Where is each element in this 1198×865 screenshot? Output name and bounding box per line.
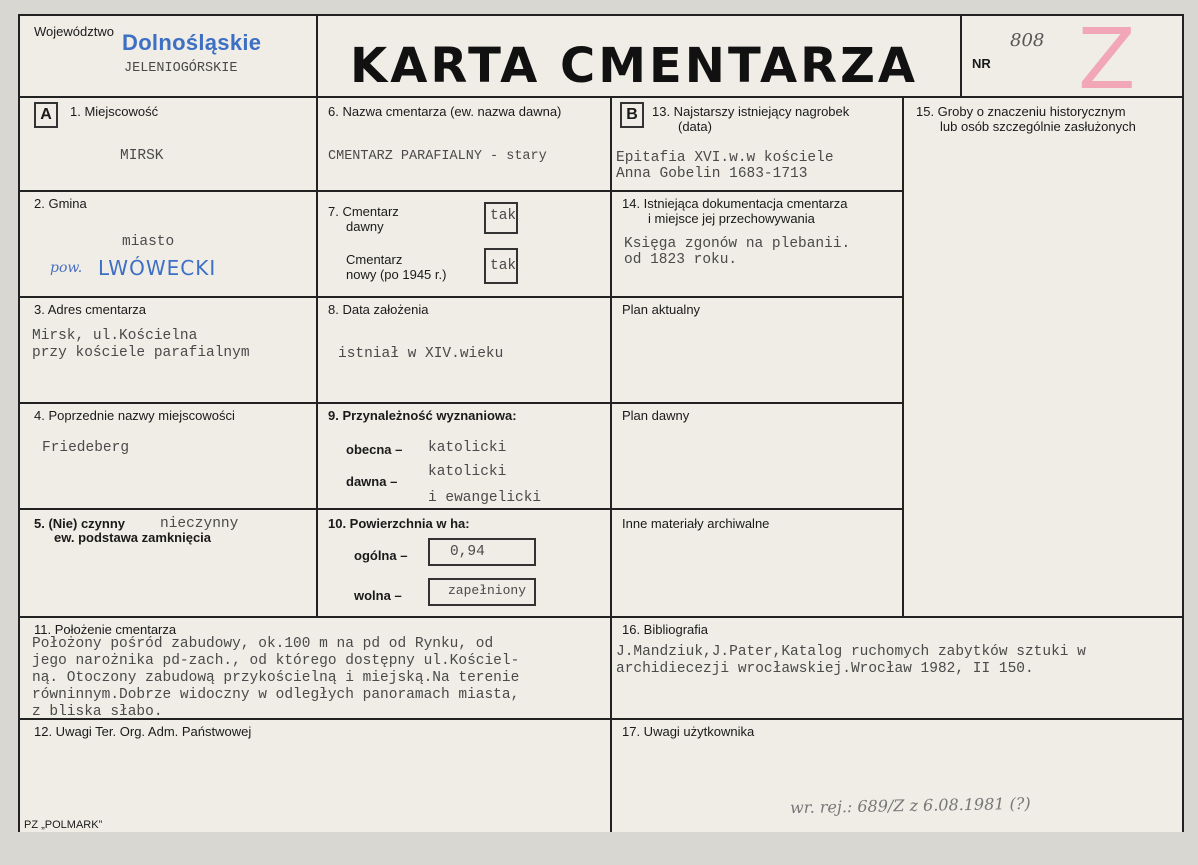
wojewodztwo-typed: JELENIOGÓRSKIE: [124, 61, 238, 76]
divider: [20, 718, 1182, 720]
field-13-value-line1: Epitafia XVI.w.w kościele: [616, 150, 834, 166]
field-16-value-line1: J.Mandziuk,J.Pater,Katalog ruchomych zabytków sztuki w: [616, 644, 1086, 660]
field-11-value-line1: Położony pośród zabudowy, ok.100 m na pd od Rynku, od: [32, 636, 494, 652]
field-14-label-line1: 14. Istniejąca dokumentacja cmentarza: [622, 196, 848, 211]
field-1-label: 1. Miejscowość: [70, 104, 159, 119]
field-7-nowy-line1: Cmentarz: [346, 252, 403, 267]
divider: [316, 296, 610, 298]
field-14-value-line2: od 1823 roku.: [624, 252, 738, 268]
divider: [610, 296, 902, 298]
field-6-value: CMENTARZ PARAFIALNY - stary: [328, 149, 547, 164]
field-10-ogolna-label: ogólna –: [354, 548, 408, 563]
divider: [20, 508, 316, 510]
field-11-value-line2: jego narożnika pd-zach., od którego dostępny ul.Kościel-: [32, 653, 520, 669]
divider: [610, 508, 902, 510]
divider: [20, 190, 316, 192]
field-10-wolna-value: zapełniony: [448, 583, 527, 598]
field-15-label-line1: 15. Groby o znaczeniu historycznym: [916, 104, 1126, 119]
field-3-value-line2: przy kościele parafialnym: [32, 345, 250, 361]
field-7-dawny-line1: 7. Cmentarz: [328, 204, 399, 219]
nr-label: NR: [972, 56, 991, 71]
field-9-dawna-value-line1: katolicki: [428, 464, 507, 480]
field-7-nowy-value: tak: [490, 258, 517, 274]
field-7-nowy-line2: nowy (po 1945 r.): [346, 267, 447, 282]
field-2-hand-prefix: pow.: [50, 260, 83, 276]
field-17-label: 17. Uwagi użytkownika: [622, 724, 755, 739]
field-10-wolna-label: wolna –: [354, 588, 402, 603]
field-4-label: 4. Poprzednie nazwy miejscowości: [34, 408, 235, 423]
divider: [610, 402, 902, 404]
field-3-label: 3. Adres cmentarza: [34, 302, 146, 317]
field-13-label-line2: (data): [678, 119, 712, 134]
field-2-label: 2. Gmina: [34, 196, 87, 211]
field-3-value-line1: Mirsk, ul.Kościelna: [32, 328, 198, 344]
field-9-obecna-label: obecna –: [346, 442, 403, 457]
field-4-value: Friedeberg: [42, 440, 130, 456]
field-14-label-line2: i miejsce jej przechowywania: [648, 211, 815, 226]
section-a-marker: A: [34, 102, 58, 128]
field-5-label-line1: 5. (Nie) czynny: [34, 516, 126, 531]
field-10-label: 10. Powierzchnia w ha:: [328, 516, 470, 531]
field-8-value: istniał w XIV.wieku: [338, 346, 504, 362]
field-9-dawna-value-line2: i ewangelicki: [428, 490, 542, 506]
field-11-value-line4: równinnym.Dobrze widoczny w odległych panoramach miasta,: [32, 687, 520, 703]
field-5-value: nieczynny: [160, 516, 239, 532]
plan-dawny-label: Plan dawny: [622, 408, 690, 423]
divider: [316, 16, 318, 616]
field-16-value-line2: archidiecezji wrocławskiej.Wrocław 1982, II 150.: [616, 661, 1034, 677]
field-15-label-line2: lub osób szczególnie zasłużonych: [940, 119, 1136, 134]
wojewodztwo-label: Województwo: [34, 24, 114, 39]
divider: [316, 190, 610, 192]
plan-aktualny-label: Plan aktualny: [622, 302, 701, 317]
divider: [316, 508, 610, 510]
divider: [960, 16, 962, 96]
divider: [316, 402, 610, 404]
stamp-letter-z: Z: [1078, 10, 1136, 108]
field-9-dawna-label: dawna –: [346, 474, 398, 489]
field-9-obecna-value: katolicki: [428, 440, 507, 456]
field-7-dawny-line2: dawny: [346, 219, 384, 234]
field-11-value-line3: ną. Otoczony zabudową przykościelną i miejską.Na terenie: [32, 670, 520, 686]
inne-materialy-label: Inne materiały archiwalne: [622, 516, 770, 531]
cemetery-card: [18, 10, 1184, 832]
field-7-dawny-value: tak: [490, 208, 517, 224]
divider: [20, 402, 316, 404]
field-2-hand-value: LWÓWECKI: [98, 256, 217, 280]
field-12-label: 12. Uwagi Ter. Org. Adm. Państwowej: [34, 724, 252, 739]
divider: [610, 96, 612, 832]
field-8-label: 8. Data założenia: [328, 302, 429, 317]
divider: [20, 96, 1182, 98]
divider: [610, 190, 902, 192]
field-13-label-line1: 13. Najstarszy istniejący nagrobek: [652, 104, 850, 119]
printer-footer: PZ „POLMARK”: [24, 819, 103, 831]
field-14-value-line1: Księga zgonów na plebanii.: [624, 236, 851, 252]
field-16-label: 16. Bibliografia: [622, 622, 708, 637]
field-2-value: miasto: [122, 234, 175, 250]
field-10-ogolna-value: 0,94: [450, 544, 485, 560]
divider: [20, 616, 1182, 618]
field-13-value-line2: Anna Gobelin 1683-1713: [616, 166, 808, 182]
section-b-marker: B: [620, 102, 644, 128]
field-9-label: 9. Przynależność wyznaniowa:: [328, 408, 517, 423]
field-17-handwritten: wr. rej.: 689/Z z 6.08.1981 (?): [789, 793, 1031, 818]
field-11-value-line5: z bliska słabo.: [32, 704, 163, 720]
field-11-label: 11. Położenie cmentarza: [34, 622, 177, 637]
divider: [20, 296, 316, 298]
field-5-label-line2: ew. podstawa zamknięcia: [54, 530, 212, 545]
nr-handwritten: 808: [1010, 30, 1045, 51]
page-title: KARTA CMENTARZA: [350, 38, 919, 94]
divider: [902, 96, 904, 616]
wojewodztwo-stamp: Dolnośląskie: [122, 30, 262, 55]
field-6-label: 6. Nazwa cmentarza (ew. nazwa dawna): [328, 104, 562, 119]
field-1-value: MIRSK: [120, 148, 164, 164]
